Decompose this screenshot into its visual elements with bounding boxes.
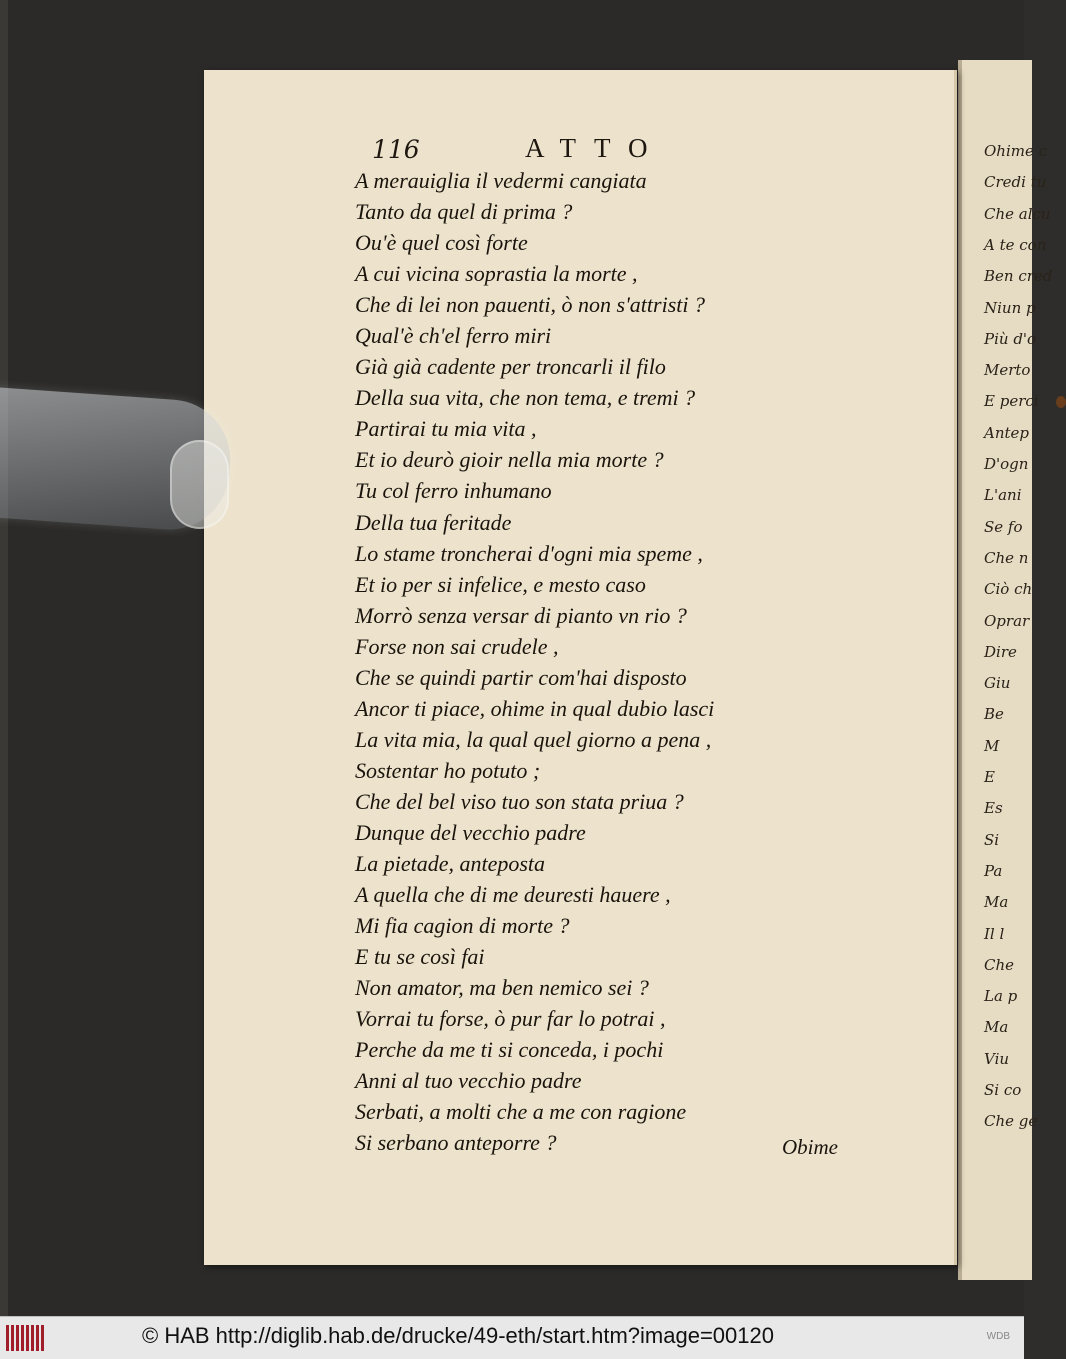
- facing-page-line: Ben cred: [984, 267, 1053, 286]
- facing-page-line: Che alcu: [984, 204, 1051, 223]
- verse-line: Lo stame troncherai d'ogni mia speme ,: [355, 540, 703, 566]
- verse-line: La pietade, anteposta: [355, 851, 546, 877]
- facing-page-line: Si: [984, 830, 1000, 849]
- facing-page-line: E: [984, 768, 995, 786]
- verse-line: Sostentar ho potuto ;: [355, 757, 541, 783]
- facing-page-line: Dire: [984, 642, 1017, 661]
- verse-line: Morrò senza versar di pianto vn rio ?: [355, 602, 687, 628]
- verse-line: A cui vicina soprastia la morte ,: [355, 261, 638, 287]
- glass-clamp-tip: [170, 440, 229, 529]
- verse-line: Mi fia cagion di morte ?: [355, 913, 570, 939]
- catchword: Obime: [782, 1135, 838, 1159]
- verse-line: Che di lei non pauenti, ò non s'attristi ?: [355, 292, 705, 318]
- verse-line: Che del bel viso tuo son stata priua ?: [355, 788, 684, 814]
- facing-page-line: Be: [984, 705, 1004, 724]
- verse-line: Dunque del vecchio padre: [355, 819, 586, 845]
- verse-line: A merauiglia il vedermi cangiata: [355, 168, 647, 193]
- facing-page-line: Ciò ch: [984, 580, 1033, 599]
- verse-line: Tanto da quel di prima ?: [355, 199, 573, 225]
- verse-line: Che se quindi partir com'hai disposto: [355, 664, 687, 690]
- facing-page-line: Che: [984, 955, 1015, 974]
- facing-page-line: Es: [984, 799, 1003, 818]
- facing-page-line: Il l: [984, 924, 1005, 943]
- running-head: ATTO: [525, 133, 666, 163]
- facing-page-line: La p: [984, 987, 1018, 1006]
- facing-page-line: D'ogn: [984, 455, 1029, 473]
- facing-page-line: Viu: [984, 1049, 1010, 1068]
- page-header: [372, 135, 420, 164]
- facing-page-line: Che n: [984, 548, 1029, 567]
- verse-line: Et io deurò gioir nella mia morte ?: [355, 447, 664, 473]
- hab-logo-icon: [6, 1325, 44, 1351]
- facing-page: [958, 60, 1053, 1280]
- verse-line: Vorrai tu forse, ò pur far lo potrai ,: [355, 1006, 666, 1032]
- facing-page-line: Che ge: [984, 1112, 1038, 1131]
- facing-page-line: Antep: [984, 423, 1029, 442]
- facing-page-line: Si co: [984, 1081, 1022, 1099]
- facing-page-line: Credi tu: [984, 173, 1047, 192]
- footer-bar: [0, 1316, 1024, 1359]
- verse-line: La vita mia, la qual quel giorno a pena ,: [355, 726, 712, 752]
- verse-line: Forse non sai crudele ,: [355, 633, 559, 659]
- facing-page-line: Ohime c: [984, 142, 1048, 160]
- facing-page-line: Più d'o: [984, 329, 1037, 348]
- verse-line: Ou'è quel così forte: [355, 230, 528, 256]
- verse-line: Ancor ti piace, ohime in qual dubio lasci: [355, 695, 715, 721]
- footer-copyright-link[interactable]: © HAB http://diglib.hab.de/drucke/49-eth/start.htm?image=00120: [142, 1323, 774, 1348]
- facing-page-line: Oprar: [984, 611, 1030, 630]
- verse-line: Già già cadente per troncarli il filo: [355, 354, 666, 380]
- facing-page-line: Pa: [984, 861, 1003, 880]
- verse-list: [355, 165, 714, 1159]
- facing-page-line: Merto: [984, 361, 1031, 380]
- facing-page-line: A te con: [984, 235, 1047, 254]
- facing-page-line: Se fo: [984, 517, 1023, 536]
- footer-mark: WDB: [986, 1331, 1010, 1342]
- verse-line: Serbati, a molti che a me con ragione: [355, 1099, 687, 1125]
- board-edge: [0, 0, 8, 1316]
- verse-line: Della sua vita, che non tema, e tremi ?: [355, 385, 696, 411]
- facing-page-line: E perci: [984, 392, 1039, 411]
- ink-stain: [1056, 396, 1066, 408]
- verse-line: Partirai tu mia vita ,: [355, 416, 537, 442]
- facing-page-line: Ma: [984, 893, 1009, 912]
- verse-line: Qual'è ch'el ferro miri: [355, 323, 552, 349]
- verse-line: A quella che di me deuresti hauere ,: [355, 882, 671, 908]
- facing-page-line: M: [984, 736, 1000, 755]
- verse-line: Della tua feritade: [355, 509, 512, 535]
- facing-page-line: Giu: [984, 674, 1011, 693]
- verse-line: Et io per si infelice, e mesto caso: [355, 571, 646, 597]
- verse-line: Anni al tuo vecchio padre: [355, 1068, 582, 1094]
- verse-line: E tu se così fai: [355, 944, 485, 970]
- facing-page-line: Niun p: [984, 298, 1036, 317]
- facing-page-line: Ma: [984, 1018, 1009, 1037]
- verse-line: Perche da me ti si conceda, i pochi: [355, 1037, 664, 1063]
- verse-line: Tu col ferro inhumano: [355, 478, 552, 504]
- facing-page-line: L'ani: [984, 486, 1022, 505]
- verse-line: Si serbano anteporre ?: [355, 1130, 557, 1156]
- verse-line: Non amator, ma ben nemico sei ?: [355, 975, 649, 1001]
- page-number: 116: [372, 135, 420, 164]
